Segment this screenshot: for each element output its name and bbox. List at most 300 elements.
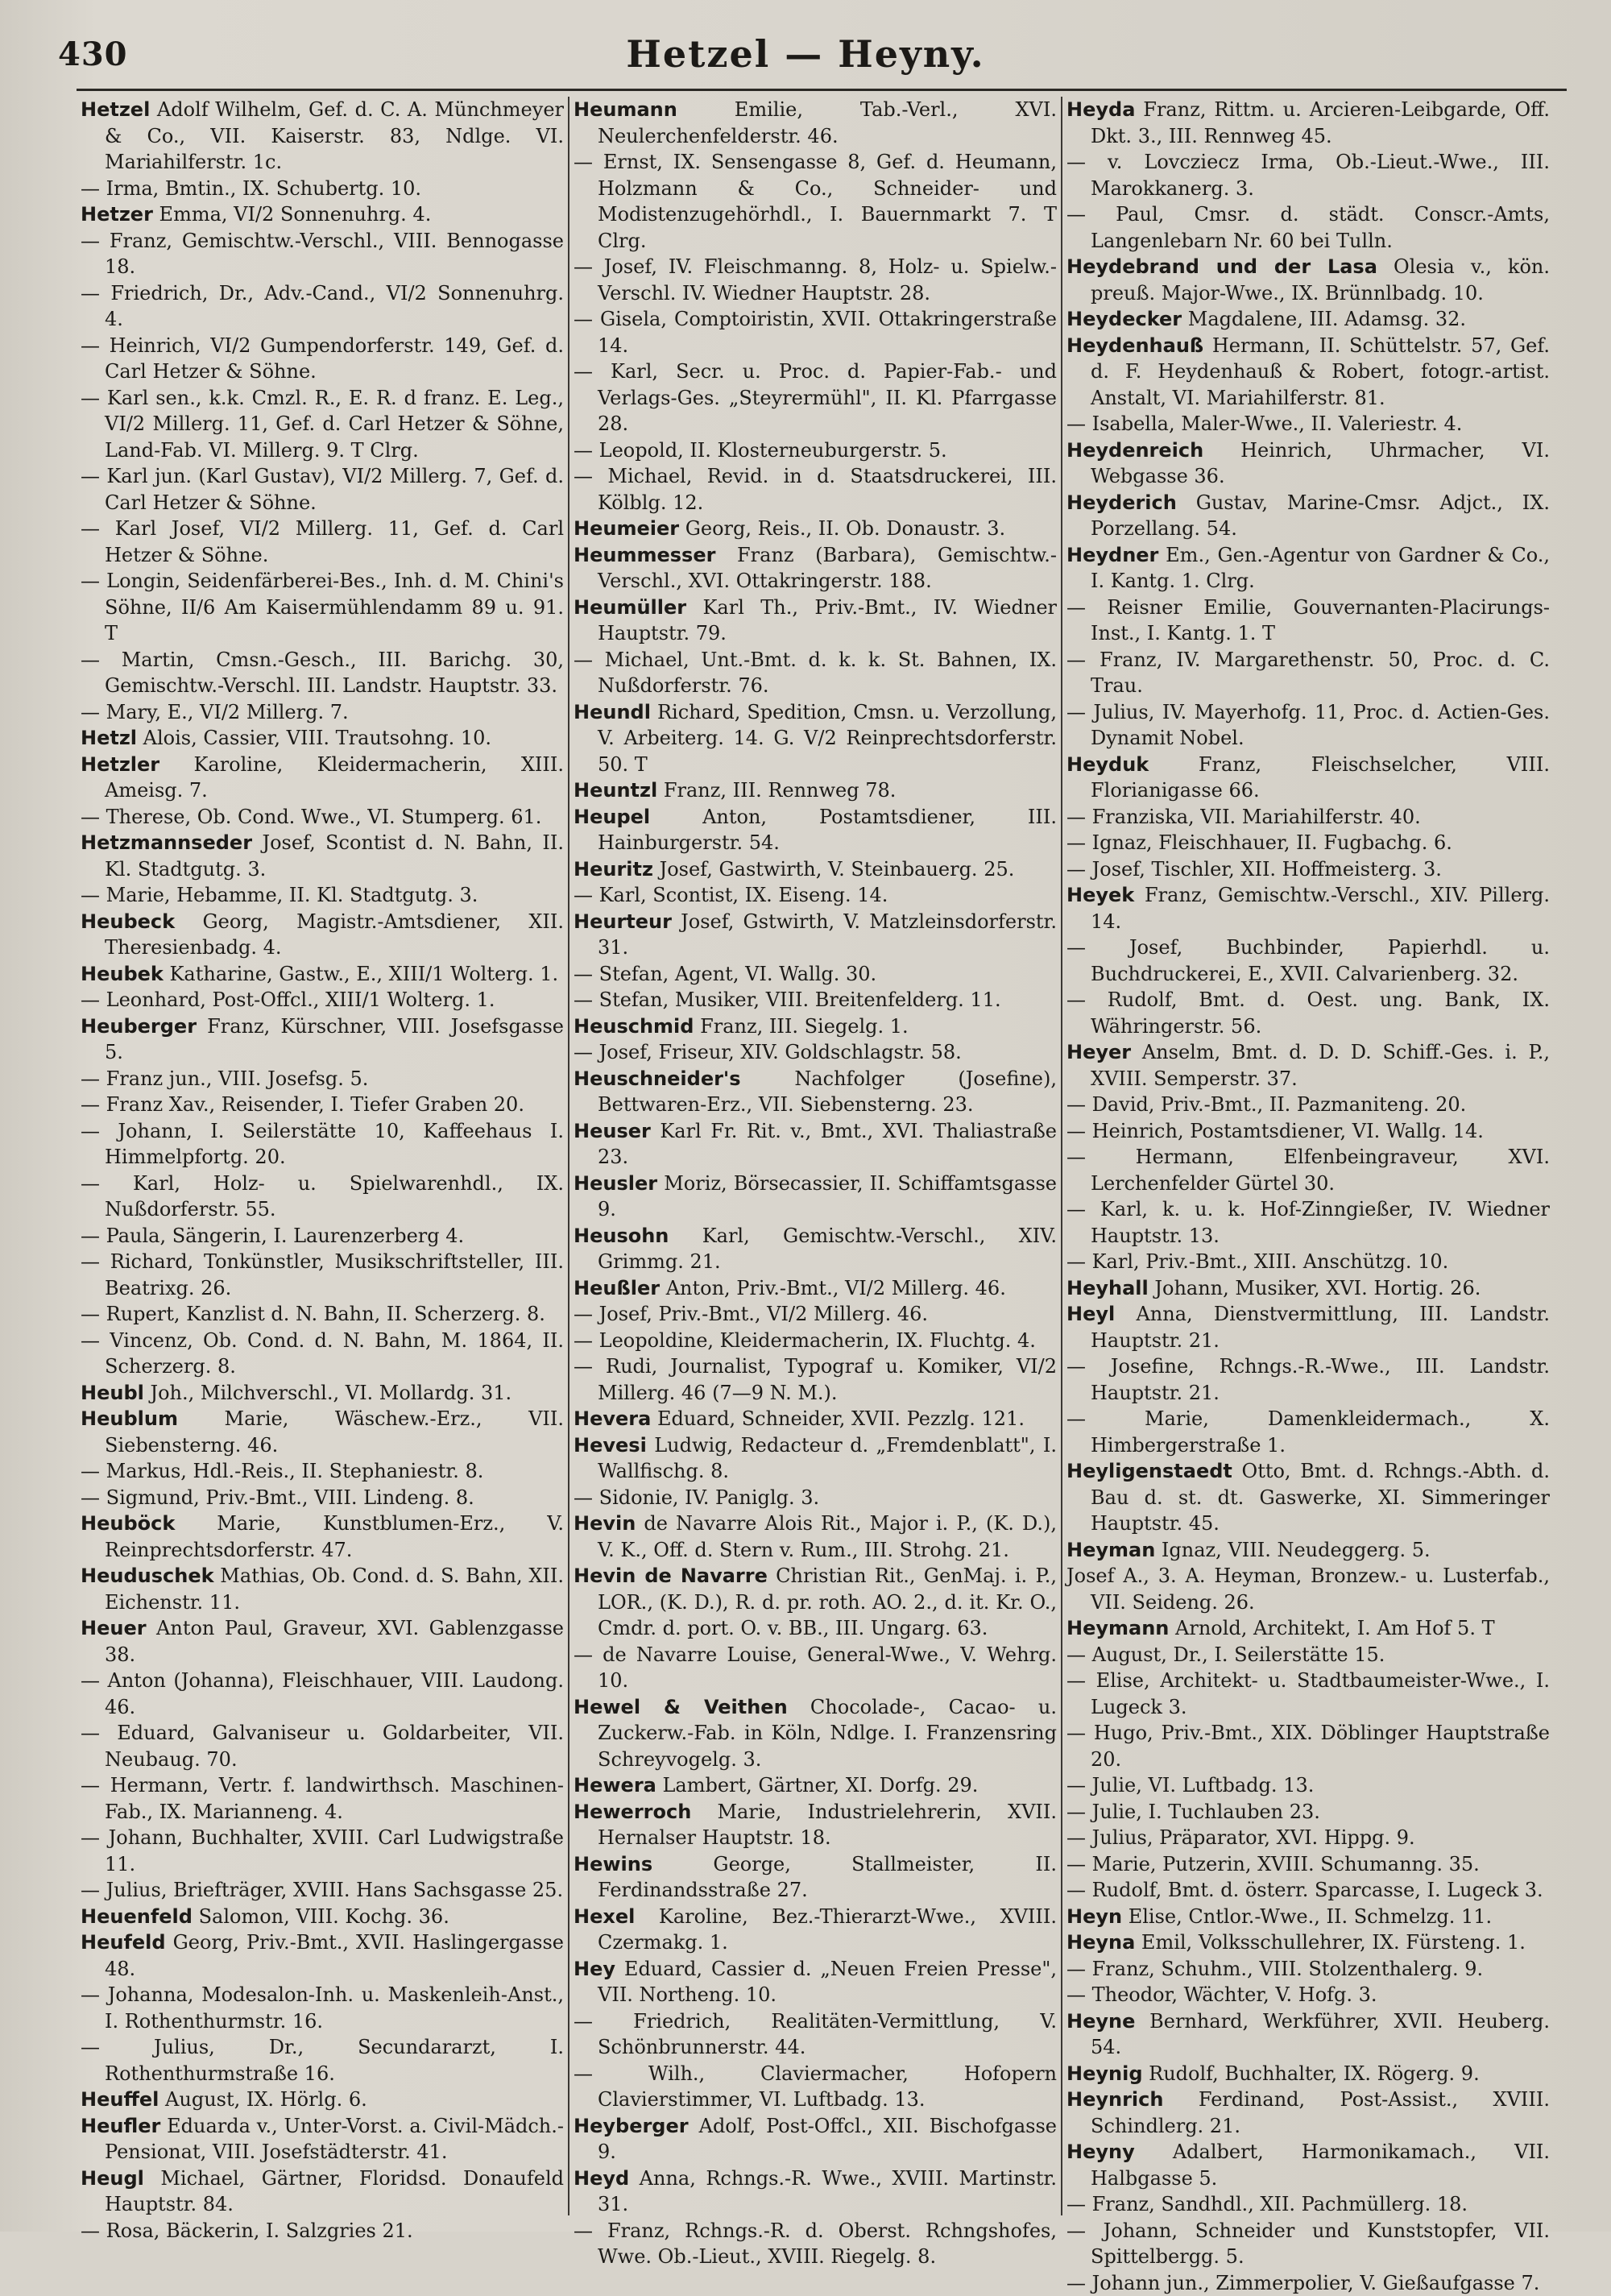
entry-details: George, Stallmeister, II. Ferdinandsstraße 27. <box>598 1853 1057 1902</box>
directory-entry <box>1066 699 1550 752</box>
entry-details: — Therese, Ob. Cond. Wwe., VI. Stumperg. 61. <box>81 806 541 828</box>
entry-details: Elise, Cntlor.-Wwe., II. Schmelzg. 11. <box>1122 1905 1492 1928</box>
entry-details: Georg, Priv.-Bmt., XVII. Haslingergasse 48. <box>105 1931 564 1980</box>
directory-entry <box>574 1511 1057 1563</box>
entry-surname: Heufler <box>81 2115 160 2137</box>
entry-details: Emilie, Tab.-Verl., XVI. Neulerchenfelderstr. 46. <box>598 98 1057 147</box>
directory-entry <box>81 1013 564 1066</box>
entry-surname: Heydenreich <box>1066 439 1203 462</box>
entry-details: Karl, Gemischtw.-Verschl., XIV. Grimmg. 21. <box>598 1225 1057 1274</box>
entry-surname: Hetzmannseder <box>81 831 252 854</box>
directory-entry <box>1066 201 1550 254</box>
directory-entry <box>81 1092 564 1118</box>
entry-details: Rudolf, Buchhalter, IX. Rögerg. 9. <box>1143 2062 1480 2085</box>
directory-entry <box>574 804 1057 856</box>
directory-entry <box>1066 1982 1550 2008</box>
entry-details: — Julie, VI. Luftbadg. 13. <box>1066 1774 1314 1797</box>
entry-details: August, IX. Hörlg. 6. <box>159 2088 367 2111</box>
entry-surname: Heyda <box>1066 98 1135 121</box>
directory-entry <box>1066 97 1550 149</box>
directory-entry <box>1066 333 1550 412</box>
entry-surname: Heubeck <box>81 910 175 933</box>
entry-details: Emil, Volksschullehrer, IX. Fürsteng. 1. <box>1135 1931 1526 1954</box>
directory-entry <box>574 516 1057 542</box>
entry-details: Otto, Bmt. d. Rchngs.-Abth. d. Bau d. st. dt. Gaswerke, XI. Simmeringer Hauptstr. 45. <box>1091 1460 1550 1535</box>
entry-details: — Sigmund, Priv.-Bmt., VIII. Lindeng. 8. <box>81 1486 474 1509</box>
entry-details: Anton, Priv.-Bmt., VI/2 Millerg. 46. <box>660 1277 1006 1299</box>
entry-details: — Karl jun. (Karl Gustav), VI/2 Millerg. 7, Gef. d. Carl Hetzer & Söhne. <box>81 465 564 514</box>
directory-entry <box>1066 1458 1550 1537</box>
entry-details: Adalbert, Harmonikamach., VII. Halbgasse 5. <box>1091 2141 1550 2190</box>
entry-details: — Leonhard, Post-Offcl., XIII/1 Wolterg. 1. <box>81 988 495 1011</box>
directory-entry <box>81 1249 564 1301</box>
directory-entry <box>574 149 1057 254</box>
directory-entry <box>1066 1196 1550 1249</box>
entry-surname: Heyl <box>1066 1303 1115 1325</box>
directory-entry <box>574 1563 1057 1642</box>
directory-entry <box>1066 1825 1550 1851</box>
entry-details: Michael, Gärtner, Floridsd. Donaufeld Hauptstr. 84. <box>105 2167 564 2216</box>
entry-details: Heinrich, Uhrmacher, VI. Webgasse 36. <box>1091 439 1550 488</box>
entry-details: Franz, Gemischtw.-Verschl., XIV. Pillerg. 14. <box>1091 884 1550 933</box>
directory-entry <box>1066 1929 1550 1956</box>
entry-details: — Karl, Secr. u. Proc. d. Papier-Fab.- und Verlags-Ges. „Steyrermühl", II. Kl. Pfarrgasse 28. <box>574 360 1057 435</box>
entry-surname: Heumann <box>574 98 677 121</box>
directory-entry <box>81 516 564 568</box>
entry-details: — Sidonie, IV. Paniglg. 3. <box>574 1486 819 1509</box>
directory-entry <box>574 1485 1057 1511</box>
directory-entry <box>81 463 564 516</box>
entry-surname: Heyd <box>574 2167 629 2190</box>
entry-surname: Heyek <box>1066 884 1134 906</box>
directory-entry <box>81 1904 564 1930</box>
directory-entry <box>1066 1615 1550 1642</box>
directory-entry <box>81 1563 564 1615</box>
directory-entry <box>574 1118 1057 1171</box>
entry-details: — Wilh., Claviermacher, Hofopern Clavierstimmer, VI. Luftbadg. 13. <box>574 2062 1057 2112</box>
directory-entry <box>81 280 564 333</box>
entry-details: Nachfolger (Josefine), Bettwaren-Erz., VII. Siebensterng. 23. <box>598 1067 1057 1117</box>
directory-entry <box>574 1353 1057 1406</box>
directory-entry <box>1066 647 1550 699</box>
entry-details: — Irma, Bmtin., IX. Schubertg. 10. <box>81 177 421 200</box>
entry-details: — Friedrich, Dr., Adv.-Cand., VI/2 Sonnenuhrg. 4. <box>81 282 564 331</box>
directory-entry <box>574 1694 1057 1773</box>
directory-entry <box>1066 1092 1550 1118</box>
entry-details: — Karl, Priv.-Bmt., XIII. Anschützg. 10. <box>1066 1250 1448 1273</box>
directory-entry <box>574 358 1057 437</box>
entry-details: — Johann, Schneider und Kunststopfer, VII. Spittelbergg. 5. <box>1066 2219 1550 2269</box>
directory-entry <box>1066 1772 1550 1799</box>
directory-entry <box>81 1615 564 1668</box>
entry-details: — v. Lovcziecz Irma, Ob.-Lieut.-Wwe., III. Marokkanerg. 3. <box>1066 151 1550 200</box>
directory-entry <box>574 2218 1057 2270</box>
directory-entry <box>81 1825 564 1877</box>
entry-surname: Heyligenstaedt <box>1066 1460 1232 1482</box>
entry-details: — Hermann, Vertr. f. landwirthsch. Maschinen-Fab., IX. Marianneng. 4. <box>81 1774 564 1823</box>
directory-entry <box>81 1171 564 1223</box>
entry-surname: Heugl <box>81 2167 144 2190</box>
directory-entry <box>81 97 564 176</box>
entry-surname: Hetzel <box>81 98 150 121</box>
directory-entry <box>574 2165 1057 2218</box>
entry-details: — Isabella, Maler-Wwe., II. Valeriestr. 4. <box>1066 412 1462 435</box>
directory-entry <box>1066 1877 1550 1904</box>
entry-details: Marie, Wäschew.-Erz., VII. Siebensterng. 46. <box>105 1407 564 1457</box>
entry-details: — August, Dr., I. Seilerstätte 15. <box>1066 1643 1385 1666</box>
directory-entry <box>81 385 564 464</box>
entry-surname: Heußler <box>574 1277 660 1299</box>
directory-entry <box>81 699 564 726</box>
entry-details: — Markus, Hdl.-Reis., II. Stephaniestr. 8. <box>81 1460 483 1482</box>
directory-entry <box>1066 1851 1550 1878</box>
directory-entry <box>81 1720 564 1772</box>
directory-entry <box>574 1275 1057 1302</box>
directory-entry <box>81 176 564 202</box>
directory-entry <box>1066 2008 1550 2061</box>
entry-surname: Heyny <box>1066 2141 1135 2163</box>
directory-entry <box>574 1406 1057 1432</box>
directory-entry <box>81 568 564 647</box>
entry-details: — Karl, k. u. k. Hof-Zinngießer, IV. Wiedner Hauptstr. 13. <box>1066 1198 1550 1247</box>
entry-details: — Marie, Damenkleidermach., X. Himbergerstraße 1. <box>1066 1407 1550 1457</box>
directory-entry <box>574 1642 1057 1694</box>
directory-entry <box>574 2061 1057 2113</box>
directory-entry <box>1066 1144 1550 1196</box>
entry-details: — Josef, Tischler, XII. Hoffmeisterg. 3. <box>1066 858 1442 881</box>
entry-details: — Anton (Johanna), Fleischhauer, VIII. Laudong. 46. <box>81 1669 564 1718</box>
entry-details: — Josef, Friseur, XIV. Goldschlagstr. 58. <box>574 1041 962 1063</box>
entry-details: — Josef, Buchbinder, Papierhdl. u. Buchdruckerei, E., XVII. Calvarienberg. 32. <box>1066 936 1550 985</box>
page-number: 430 <box>58 35 128 73</box>
directory-entry <box>81 1380 564 1407</box>
directory-entry <box>1066 1956 1550 1983</box>
directory-entry <box>574 699 1057 778</box>
directory-entry <box>81 961 564 988</box>
directory-entry <box>81 1485 564 1511</box>
entry-details: — Johann, I. Seilerstätte 10, Kaffeehaus I. Himmelpfortg. 20. <box>81 1120 564 1169</box>
entry-surname: Heublum <box>81 1407 178 1430</box>
entry-details: Franz, Rittm. u. Arcieren-Leibgarde, Off. Dkt. 3., III. Rennweg 45. <box>1091 98 1550 147</box>
entry-details: — Heinrich, VI/2 Gumpendorferstr. 149, Gef. d. Carl Hetzer & Söhne. <box>81 334 564 383</box>
entry-details: Anselm, Bmt. d. D. D. Schiff.-Ges. i. P., XVIII. Semperstr. 37. <box>1091 1041 1550 1090</box>
entry-details: Mathias, Ob. Cond. d. S. Bahn, XII. Eichenstr. 11. <box>105 1565 564 1614</box>
directory-entry <box>1066 1275 1550 1302</box>
directory-entry <box>81 647 564 699</box>
directory-entry <box>574 647 1057 699</box>
entry-details: — Karl Josef, VI/2 Millerg. 11, Gef. d. Carl Hetzer & Söhne. <box>81 517 564 566</box>
entry-details: Josef, Scontist d. N. Bahn, II. Kl. Stadtgutg. 3. <box>105 831 564 881</box>
directory-entry <box>1066 1249 1550 1275</box>
directory-entry <box>574 777 1057 804</box>
entry-details: — Paula, Sängerin, I. Laurenzerberg 4. <box>81 1225 464 1247</box>
directory-entry <box>1066 542 1550 595</box>
entry-surname: Heuböck <box>81 1512 175 1535</box>
entry-details: — Franz, Sandhdl., XII. Pachmüllerg. 18. <box>1066 2193 1468 2215</box>
entry-details: — Longin, Seidenfärberei-Bes., Inh. d. M. Chini's Söhne, II/6 Am Kaisermühlendamm 89 u. 91. T <box>81 570 564 644</box>
entry-surname: Hetzer <box>81 203 153 226</box>
entry-surname: Hevera <box>574 1407 651 1430</box>
entry-details: — Friedrich, Realitäten-Vermittlung, V. Schönbrunnerstr. 44. <box>574 2010 1057 2059</box>
entry-surname: Heuduschek <box>81 1565 214 1587</box>
entry-details: — Rudolf, Bmt. d. österr. Sparcasse, I. Lugeck 3. <box>1066 1879 1543 1901</box>
entry-details: — Johann jun., Zimmerpolier, V. Gießaufgasse 7. <box>1066 2272 1539 2294</box>
directory-entry <box>81 1877 564 1904</box>
directory-entry <box>1066 1799 1550 1826</box>
entry-details: Alois, Cassier, VIII. Trautsohng. 10. <box>137 727 491 749</box>
entry-details: de Navarre Alois Rit., Major i. P., (K. D.), V. K., Off. d. Stern v. Rum., III. Strohg. 21. <box>598 1512 1057 1561</box>
directory-entry <box>81 1066 564 1092</box>
entry-details: Georg, Magistr.-Amtsdiener, XII. Theresienbadg. 4. <box>105 910 564 959</box>
entry-surname: Heyna <box>1066 1931 1135 1954</box>
directory-entry <box>1066 254 1550 306</box>
entry-details: — Hermann, Elfenbeingraveur, XVI. Lerchenfelder Gürtel 30. <box>1066 1146 1550 1195</box>
entry-surname: Hevin <box>574 1512 636 1535</box>
entry-surname: Heynrich <box>1066 2088 1163 2111</box>
entry-details: — Karl sen., k.k. Cmzl. R., E. R. d franz. E. Leg., VI/2 Millerg. 11, Gef. d. Carl Hetzer & Söhne, Land-Fab. VI. Millerg. 9. T Clrg. <box>81 387 564 462</box>
entry-details: — Marie, Putzerin, XVIII. Schumanng. 35. <box>1066 1853 1480 1875</box>
directory-entry <box>1066 1720 1550 1772</box>
entry-details: Ignaz, VIII. Neudeggerg. 5. <box>1155 1539 1430 1561</box>
entry-details: Christian Rit., GenMaj. i. P., LOR., (K. D.), R. d. pr. roth. AO. 2., d. it. Kr. O., Cmdr. d. port. O. v. BB., III. Ungarg. 63. <box>598 1565 1057 1639</box>
directory-entry <box>574 254 1057 306</box>
directory-entry <box>81 1328 564 1380</box>
entry-surname: Hetzl <box>81 727 137 749</box>
directory-entry <box>574 1772 1057 1799</box>
entry-surname: Heupel <box>574 806 650 828</box>
directory-entry <box>81 752 564 804</box>
entry-details: — Franziska, VII. Mariahilferstr. 40. <box>1066 806 1421 828</box>
directory-entry <box>574 961 1057 988</box>
entry-details: Anna, Rchngs.-R. Wwe., XVIII. Martinstr. 31. <box>598 2167 1057 2216</box>
entry-details: Karoline, Kleidermacherin, XIII. Ameisg. 7. <box>105 753 564 802</box>
entry-details: — Stefan, Agent, VI. Wallg. 30. <box>574 963 876 985</box>
directory-entry <box>1066 2061 1550 2087</box>
entry-details: Franz, Fleischselcher, VIII. Florianigasse 66. <box>1091 753 1550 802</box>
entry-surname: Hexel <box>574 1905 635 1928</box>
entry-details: Johann, Musiker, XVI. Hortig. 26. <box>1149 1277 1481 1299</box>
entry-details: — Michael, Revid. in d. Staatsdruckerei, III. Kölblg. 12. <box>574 465 1057 514</box>
directory-entry <box>574 595 1057 647</box>
entry-details: Eduard, Cassier d. „Neuen Freien Presse", VII. Northeng. 10. <box>598 1958 1057 2007</box>
directory-entry <box>1066 149 1550 201</box>
directory-entry <box>1066 987 1550 1039</box>
entry-details: Marie, Kunstblumen-Erz., V. Reinprechtsdorferstr. 47. <box>105 1512 564 1561</box>
entry-details: Franz, Kürschner, VIII. Josefsgasse 5. <box>105 1015 564 1064</box>
column-divider <box>1061 97 1062 2215</box>
entry-details: Bernhard, Werkführer, XVII. Heuberg. 54. <box>1091 2010 1550 2059</box>
directory-entry <box>574 306 1057 358</box>
directory-entry <box>81 1668 564 1720</box>
entry-details: — Hugo, Priv.-Bmt., XIX. Döblinger Hauptstraße 20. <box>1066 1722 1550 1771</box>
entry-details: Magdalene, III. Adamsg. 32. <box>1182 308 1466 330</box>
entry-surname: Heuschneider's <box>574 1067 741 1090</box>
entry-details: — Karl, Holz- u. Spielwarenhdl., IX. Nußdorferstr. 55. <box>81 1172 564 1221</box>
entry-surname: Hewerroch <box>574 1801 691 1823</box>
header-rule <box>77 89 1567 91</box>
entry-details: — Josef, Priv.-Bmt., VI/2 Millerg. 46. <box>574 1303 928 1325</box>
entry-details: — Franz Xav., Reisender, I. Tiefer Graben 20. <box>81 1093 524 1116</box>
directory-entry <box>574 909 1057 961</box>
entry-details: — Ernst, IX. Sensengasse 8, Gef. d. Heumann, Holzmann & Co., Schneider- und Modistenzugehörhdl., I. Bauernmarkt 7. T Clrg. <box>574 151 1057 252</box>
entry-surname: Heubl <box>81 1382 144 1404</box>
directory-entry <box>574 1432 1057 1485</box>
entry-details: — Martin, Cmsn.-Gesch., III. Barichg. 30, Gemischtw.-Verschl. III. Landstr. Hauptstr. 33. <box>81 649 564 698</box>
page-header: Hetzel — Heyny. <box>0 32 1611 76</box>
column-divider <box>568 97 569 2215</box>
entry-details: — Johann, Buchhalter, XVIII. Carl Ludwigstraße 11. <box>81 1826 564 1875</box>
entry-details: — Elise, Architekt- u. Stadtbaumeister-Wwe., I. Lugeck 3. <box>1066 1669 1550 1718</box>
entry-surname: Heynig <box>1066 2062 1143 2085</box>
directory-entry <box>574 1799 1057 1851</box>
entry-surname: Heumeier <box>574 517 679 540</box>
entry-details: Eduarda v., Unter-Vorst. a. Civil-Mädch.-Pensionat, VIII. Josefstädterstr. 41. <box>105 2115 564 2164</box>
entry-details: — Leopoldine, Kleidermacherin, IX. Fluchtg. 4. <box>574 1329 1036 1352</box>
entry-details: Ferdinand, Post-Assist., XVIII. Schindlerg. 21. <box>1091 2088 1550 2137</box>
directory-entry <box>81 2165 564 2218</box>
directory-entry <box>1066 2087 1550 2139</box>
entry-details: — Leopold, II. Klosterneuburgerstr. 5. <box>574 439 947 462</box>
entry-details: — David, Priv.-Bmt., II. Pazmaniteng. 20. <box>1066 1093 1466 1116</box>
directory-entry <box>1066 490 1550 542</box>
entry-details: Emma, VI/2 Sonnenuhrg. 4. <box>153 203 431 226</box>
entry-details: Gustav, Marine-Cmsr. Adjct., IX. Porzellang. 54. <box>1091 491 1550 541</box>
entry-details: Arnold, Architekt, I. Am Hof 5. T <box>1169 1617 1494 1639</box>
entry-details: Adolf, Post-Offcl., XII. Bischofgasse 9. <box>598 2115 1057 2164</box>
entry-details: Olesia v., kön. preuß. Major-Wwe., IX. Brünnlbadg. 10. <box>1091 255 1550 305</box>
entry-details: — Franz, Rchngs.-R. d. Oberst. Rchngshofes, Wwe. Ob.-Lieut., XVIII. Riegelg. 8. <box>574 2219 1057 2269</box>
entry-details: Georg, Reis., II. Ob. Donaustr. 3. <box>679 517 1005 540</box>
entry-details: Marie, Industrielehrerin, XVII. Hernalser Hauptstr. 18. <box>598 1801 1057 1850</box>
entry-details: Chocolade-, Cacao- u. Zuckerw.-Fab. in Köln, Ndlge. I. Franzensring Schreyvogelg. 3. <box>598 1696 1057 1771</box>
entry-details: Franz, III. Rennweg 78. <box>657 779 896 802</box>
entry-surname: Heuffel <box>81 2088 159 2111</box>
directory-entry <box>574 1956 1057 2008</box>
directory-entry <box>81 1223 564 1250</box>
directory-entry <box>574 882 1057 909</box>
entry-surname: Heuschmid <box>574 1015 694 1038</box>
directory-column-3 <box>1066 97 1550 2215</box>
directory-entry <box>81 228 564 280</box>
directory-entry <box>81 1301 564 1328</box>
directory-entry <box>574 2113 1057 2165</box>
entry-surname: Hewel & Veithen <box>574 1696 788 1718</box>
entry-details: Anton, Postamtsdiener, III. Hainburgerstr. 54. <box>598 806 1057 855</box>
directory-entry <box>81 2034 564 2087</box>
entry-details: — Vincenz, Ob. Cond. d. N. Bahn, M. 1864, II. Scherzerg. 8. <box>81 1329 564 1378</box>
entry-details: Eduard, Schneider, XVII. Pezzlg. 121. <box>651 1407 1025 1430</box>
entry-details: Franz, III. Siegelg. 1. <box>694 1015 908 1038</box>
entry-details: — Michael, Unt.-Bmt. d. k. k. St. Bahnen, IX. Nußdorferstr. 76. <box>574 649 1057 698</box>
directory-entry <box>81 804 564 831</box>
entry-surname: Heydner <box>1066 544 1158 566</box>
entry-surname: Heyduk <box>1066 753 1149 776</box>
directory-entry <box>81 987 564 1013</box>
entry-details: — Ignaz, Fleischhauer, II. Fugbachg. 6. <box>1066 831 1452 854</box>
entry-surname: Heyer <box>1066 1041 1131 1063</box>
entry-details: — Franz, Schuhm., VIII. Stolzenthalerg. 9. <box>1066 1958 1483 1980</box>
entry-surname: Heusohn <box>574 1225 669 1247</box>
directory-entry <box>574 463 1057 516</box>
directory-entry <box>1066 1668 1550 1720</box>
entry-details: Karl Th., Priv.-Bmt., IV. Wiedner Hauptstr. 79. <box>598 596 1057 645</box>
directory-entry <box>1066 2191 1550 2218</box>
directory-entry <box>574 1223 1057 1275</box>
directory-entry <box>81 882 564 909</box>
directory-entry <box>1066 2218 1550 2270</box>
entry-surname: Heumüller <box>574 596 686 619</box>
directory-entry <box>1066 882 1550 935</box>
entry-surname: Heydebrand und der Lasa <box>1066 255 1377 278</box>
entry-details: Lambert, Gärtner, XI. Dorfg. 29. <box>656 1774 979 1797</box>
entry-details: Em., Gen.-Agentur von Gardner & Co., I. Kantg. 1. Clrg. <box>1091 544 1550 593</box>
entry-details: Ludwig, Redacteur d. „Fremdenblatt", I. Wallfischg. 8. <box>598 1434 1057 1483</box>
entry-details: — Rudi, Journalist, Typograf u. Komiker, VI/2 Millerg. 46 (7—9 N. M.). <box>574 1355 1057 1404</box>
directory-entry <box>574 1039 1057 1066</box>
entry-surname: Heyhall <box>1066 1277 1149 1299</box>
entry-details: — Richard, Tonkünstler, Musikschriftsteller, III. Beatrixg. 26. <box>81 1250 564 1299</box>
directory-entry <box>1066 1904 1550 1930</box>
entry-details: Anton Paul, Graveur, XVI. Gablenzgasse 38. <box>105 1617 564 1666</box>
entry-details: — Franz, Gemischtw.-Verschl., VIII. Bennogasse 18. <box>81 230 564 279</box>
directory-entry <box>574 97 1057 149</box>
entry-details: — Gisela, Comptoiristin, XVII. Ottakringerstraße 14. <box>574 308 1057 357</box>
directory-entry <box>1066 935 1550 987</box>
entry-surname: Hevin de Navarre <box>574 1565 768 1587</box>
entry-details: — Mary, E., VI/2 Millerg. 7. <box>81 701 349 723</box>
entry-details: — Johanna, Modesalon-Inh. u. Maskenleih-Anst., I. Rothenthurmstr. 16. <box>81 1983 564 2033</box>
directory-entry <box>574 1301 1057 1328</box>
directory-entry <box>81 1511 564 1563</box>
directory-entry <box>81 1982 564 2034</box>
entry-surname: Heuser <box>574 1120 651 1142</box>
entry-details: — Julius, Dr., Secundararzt, I. Rothenthurmstraße 16. <box>81 2036 564 2085</box>
directory-entry <box>1066 856 1550 883</box>
entry-details: Josef, Gstwirth, V. Matzleinsdorferstr. 31. <box>598 910 1057 959</box>
directory-entry <box>81 1929 564 1982</box>
entry-surname: Heuntzl <box>574 779 657 802</box>
entry-details: — de Navarre Louise, General-Wwe., V. Wehrg. 10. <box>574 1643 1057 1693</box>
directory-entry <box>81 1458 564 1485</box>
directory-entry <box>1066 595 1550 647</box>
directory-entry <box>1066 2139 1550 2191</box>
directory-entry <box>81 725 564 752</box>
directory-entry <box>81 333 564 385</box>
entry-surname: Heuritz <box>574 858 653 881</box>
entry-details: Franz (Barbara), Gemischtw.-Verschl., XVI. Ottakringerstr. 188. <box>598 544 1057 593</box>
entry-details: — Julie, I. Tuchlauben 23. <box>1066 1801 1320 1823</box>
directory-entry <box>574 2008 1057 2061</box>
entry-details: — Marie, Hebamme, II. Kl. Stadtgutg. 3. <box>81 884 478 906</box>
directory-entry <box>1066 1353 1550 1406</box>
entry-surname: Heymann <box>1066 1617 1169 1639</box>
directory-entry <box>1066 1563 1550 1615</box>
entry-surname: Heuenfeld <box>81 1905 193 1928</box>
entry-surname: Hewera <box>574 1774 656 1797</box>
directory-entry <box>574 1171 1057 1223</box>
entry-surname: Hevesi <box>574 1434 647 1457</box>
directory-entry <box>81 830 564 882</box>
entry-details: — Paul, Cmsr. d. städt. Conscr.-Amts, Langenlebarn Nr. 60 bei Tulln. <box>1066 203 1550 252</box>
entry-surname: Hewins <box>574 1853 652 1875</box>
directory-entry <box>574 542 1057 595</box>
entry-surname: Heyman <box>1066 1539 1155 1561</box>
directory-entry <box>1066 1301 1550 1353</box>
directory-entry <box>1066 2270 1550 2296</box>
entry-details: — Julius, IV. Mayerhofg. 11, Proc. d. Actien-Ges. Dynamit Nobel. <box>1066 701 1550 750</box>
directory-entry <box>81 1118 564 1171</box>
entry-surname: Heyne <box>1066 2010 1135 2033</box>
